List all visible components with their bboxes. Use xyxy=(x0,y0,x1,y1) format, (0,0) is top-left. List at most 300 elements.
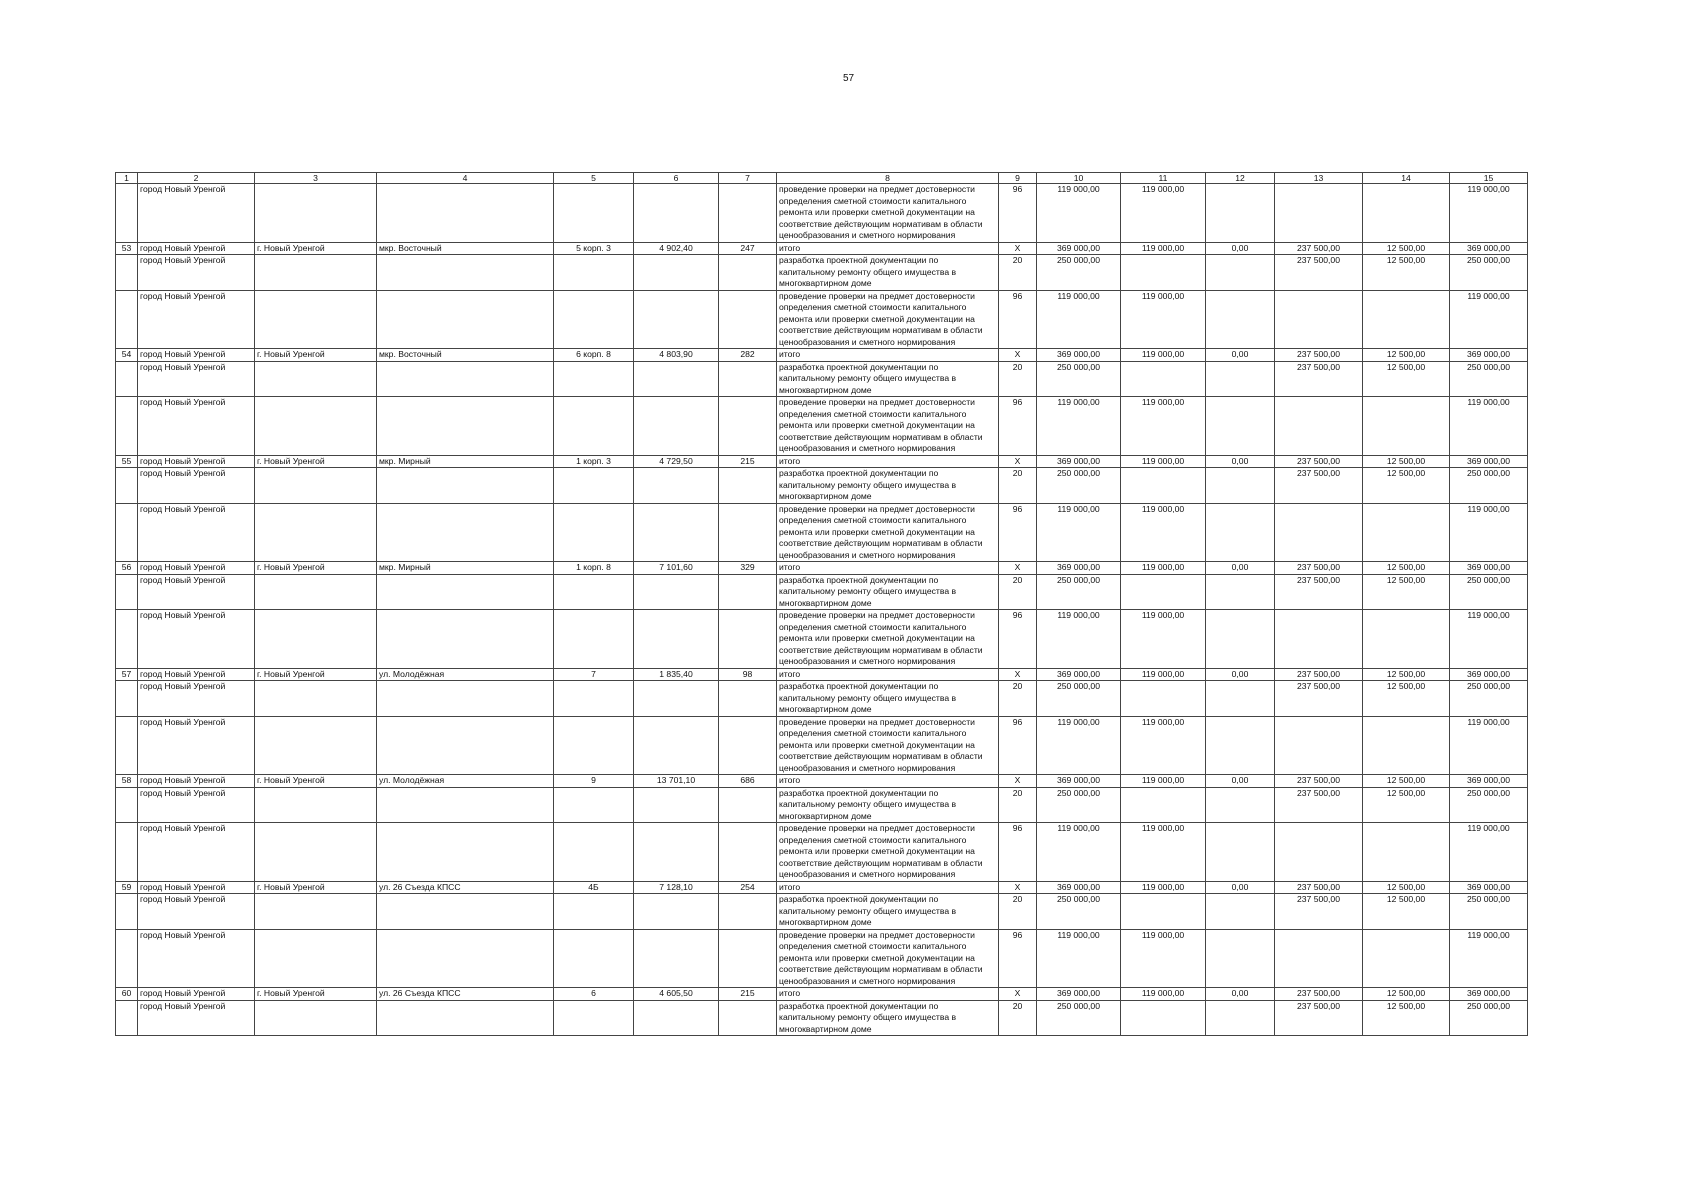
column-header-1: 1 xyxy=(116,173,138,184)
cell-col-7: 98 xyxy=(719,668,777,681)
column-header-7: 7 xyxy=(719,173,777,184)
cell-col-2: город Новый Уренгой xyxy=(138,397,255,456)
cell-col-10: 369 000,00 xyxy=(1037,668,1121,681)
cell-col-1 xyxy=(116,681,138,717)
cell-col-9: X xyxy=(999,242,1037,255)
cell-col-4: мкр. Восточный xyxy=(377,242,554,255)
cell-col-2: город Новый Уренгой xyxy=(138,610,255,669)
cell-col-15: 250 000,00 xyxy=(1450,255,1528,291)
cell-col-4: ул. 26 Съезда КПСС xyxy=(377,988,554,1001)
cell-col-1: 56 xyxy=(116,562,138,575)
cell-col-12 xyxy=(1206,184,1275,243)
cell-col-3 xyxy=(255,894,377,930)
cell-col-1 xyxy=(116,787,138,823)
cell-col-6: 4 729,50 xyxy=(634,455,719,468)
cell-col-3: г. Новый Уренгой xyxy=(255,988,377,1001)
cell-col-14 xyxy=(1363,503,1450,562)
cell-col-10: 119 000,00 xyxy=(1037,184,1121,243)
cell-col-2: город Новый Уренгой xyxy=(138,468,255,504)
cell-col-2: город Новый Уренгой xyxy=(138,1000,255,1036)
cell-col-6: 13 701,10 xyxy=(634,775,719,788)
cell-col-13 xyxy=(1275,397,1363,456)
cell-col-11: 119 000,00 xyxy=(1121,823,1206,882)
cell-col-1 xyxy=(116,290,138,349)
cell-col-5: 6 корп. 8 xyxy=(554,349,634,362)
cell-col-3 xyxy=(255,574,377,610)
cell-col-13: 237 500,00 xyxy=(1275,775,1363,788)
cell-col-9: X xyxy=(999,349,1037,362)
cell-col-7 xyxy=(719,823,777,882)
cell-col-15: 250 000,00 xyxy=(1450,361,1528,397)
cell-col-1: 60 xyxy=(116,988,138,1001)
cell-col-11: 119 000,00 xyxy=(1121,668,1206,681)
column-header-10: 10 xyxy=(1037,173,1121,184)
column-header-12: 12 xyxy=(1206,173,1275,184)
cell-col-12 xyxy=(1206,468,1275,504)
cell-col-11: 119 000,00 xyxy=(1121,929,1206,988)
cell-col-14: 12 500,00 xyxy=(1363,894,1450,930)
table-row xyxy=(116,775,1528,788)
cell-col-2: город Новый Уренгой xyxy=(138,823,255,882)
cell-col-12: 0,00 xyxy=(1206,455,1275,468)
cell-col-14: 12 500,00 xyxy=(1363,562,1450,575)
cell-col-9: 96 xyxy=(999,397,1037,456)
cell-col-13: 237 500,00 xyxy=(1275,255,1363,291)
cell-col-8: проведение проверки на предмет достоверности определения сметной стоимости капитального ремонта или проверки сметной документации на соответствие действующим нормативам в области ценообразования и сметного нормирования xyxy=(777,929,999,988)
cell-col-4 xyxy=(377,1000,554,1036)
cell-col-7: 686 xyxy=(719,775,777,788)
cell-col-14: 12 500,00 xyxy=(1363,349,1450,362)
cell-col-7 xyxy=(719,574,777,610)
cell-col-1 xyxy=(116,894,138,930)
cell-col-3: г. Новый Уренгой xyxy=(255,242,377,255)
cell-col-8: проведение проверки на предмет достоверности определения сметной стоимости капитального ремонта или проверки сметной документации на соответствие действующим нормативам в области ценообразования и сметного нормирования xyxy=(777,823,999,882)
cell-col-1 xyxy=(116,503,138,562)
cell-col-7 xyxy=(719,290,777,349)
cell-col-15: 119 000,00 xyxy=(1450,503,1528,562)
cell-col-1 xyxy=(116,610,138,669)
cell-col-6 xyxy=(634,397,719,456)
cell-col-6 xyxy=(634,290,719,349)
cell-col-2: город Новый Уренгой xyxy=(138,787,255,823)
cell-col-4: мкр. Мирный xyxy=(377,562,554,575)
cell-col-9: X xyxy=(999,775,1037,788)
cell-col-11: 119 000,00 xyxy=(1121,610,1206,669)
cell-col-15: 250 000,00 xyxy=(1450,574,1528,610)
cell-col-9: X xyxy=(999,668,1037,681)
cell-col-12: 0,00 xyxy=(1206,668,1275,681)
cell-col-13: 237 500,00 xyxy=(1275,881,1363,894)
cell-col-15: 369 000,00 xyxy=(1450,668,1528,681)
cell-col-3 xyxy=(255,1000,377,1036)
cell-col-12 xyxy=(1206,290,1275,349)
table-row xyxy=(116,290,1528,349)
cell-col-6 xyxy=(634,361,719,397)
cell-col-11: 119 000,00 xyxy=(1121,716,1206,775)
cell-col-14 xyxy=(1363,290,1450,349)
cell-col-14: 12 500,00 xyxy=(1363,787,1450,823)
cell-col-9: 20 xyxy=(999,681,1037,717)
cell-col-5 xyxy=(554,1000,634,1036)
cell-col-14: 12 500,00 xyxy=(1363,468,1450,504)
cell-col-11: 119 000,00 xyxy=(1121,290,1206,349)
cell-col-13: 237 500,00 xyxy=(1275,681,1363,717)
cell-col-3 xyxy=(255,610,377,669)
cell-col-13 xyxy=(1275,823,1363,882)
cell-col-14: 12 500,00 xyxy=(1363,361,1450,397)
column-header-6: 6 xyxy=(634,173,719,184)
cell-col-2: город Новый Уренгой xyxy=(138,255,255,291)
cell-col-15: 119 000,00 xyxy=(1450,184,1528,243)
cell-col-14: 12 500,00 xyxy=(1363,988,1450,1001)
cell-col-1: 57 xyxy=(116,668,138,681)
cell-col-10: 119 000,00 xyxy=(1037,823,1121,882)
cell-col-10: 250 000,00 xyxy=(1037,787,1121,823)
cell-col-9: X xyxy=(999,881,1037,894)
cell-col-6 xyxy=(634,823,719,882)
table-row xyxy=(116,255,1528,291)
cell-col-4: ул. Молодёжная xyxy=(377,775,554,788)
cell-col-2: город Новый Уренгой xyxy=(138,455,255,468)
cell-col-6 xyxy=(634,929,719,988)
cell-col-13: 237 500,00 xyxy=(1275,574,1363,610)
cell-col-13: 237 500,00 xyxy=(1275,455,1363,468)
cell-col-10: 369 000,00 xyxy=(1037,455,1121,468)
cell-col-10: 369 000,00 xyxy=(1037,881,1121,894)
table-row xyxy=(116,397,1528,456)
table-body xyxy=(116,184,1528,1036)
cell-col-12: 0,00 xyxy=(1206,562,1275,575)
cell-col-8: итого xyxy=(777,881,999,894)
cell-col-12 xyxy=(1206,894,1275,930)
cell-col-15: 369 000,00 xyxy=(1450,562,1528,575)
cell-col-13: 237 500,00 xyxy=(1275,668,1363,681)
cell-col-5 xyxy=(554,716,634,775)
cell-col-5 xyxy=(554,929,634,988)
cell-col-3 xyxy=(255,787,377,823)
table-row xyxy=(116,242,1528,255)
cell-col-8: итого xyxy=(777,455,999,468)
cell-col-15: 119 000,00 xyxy=(1450,610,1528,669)
cell-col-6 xyxy=(634,255,719,291)
cell-col-15: 119 000,00 xyxy=(1450,716,1528,775)
cell-col-5: 1 корп. 8 xyxy=(554,562,634,575)
cell-col-8: итого xyxy=(777,242,999,255)
cell-col-4 xyxy=(377,894,554,930)
cell-col-2: город Новый Уренгой xyxy=(138,881,255,894)
cell-col-9: 20 xyxy=(999,787,1037,823)
cell-col-8: разработка проектной документации по капитальному ремонту общего имущества в многоквартирном доме xyxy=(777,894,999,930)
cell-col-5: 7 xyxy=(554,668,634,681)
cell-col-12 xyxy=(1206,716,1275,775)
cell-col-5 xyxy=(554,397,634,456)
cell-col-9: 96 xyxy=(999,184,1037,243)
table-row xyxy=(116,681,1528,717)
cell-col-6 xyxy=(634,503,719,562)
cell-col-11 xyxy=(1121,787,1206,823)
cell-col-1 xyxy=(116,823,138,882)
cell-col-4 xyxy=(377,610,554,669)
cell-col-8: проведение проверки на предмет достоверности определения сметной стоимости капитального ремонта или проверки сметной документации на соответствие действующим нормативам в области ценообразования и сметного нормирования xyxy=(777,290,999,349)
cell-col-10: 369 000,00 xyxy=(1037,562,1121,575)
table-row xyxy=(116,894,1528,930)
cell-col-12: 0,00 xyxy=(1206,988,1275,1001)
cell-col-10: 119 000,00 xyxy=(1037,503,1121,562)
cell-col-15: 119 000,00 xyxy=(1450,823,1528,882)
cell-col-15: 119 000,00 xyxy=(1450,290,1528,349)
cell-col-8: проведение проверки на предмет достоверности определения сметной стоимости капитального ремонта или проверки сметной документации на соответствие действующим нормативам в области ценообразования и сметного нормирования xyxy=(777,610,999,669)
cell-col-6 xyxy=(634,681,719,717)
cell-col-11: 119 000,00 xyxy=(1121,881,1206,894)
cell-col-13 xyxy=(1275,503,1363,562)
table-row xyxy=(116,361,1528,397)
cell-col-1 xyxy=(116,716,138,775)
cell-col-9: X xyxy=(999,988,1037,1001)
cell-col-1: 53 xyxy=(116,242,138,255)
cell-col-5 xyxy=(554,468,634,504)
table-row xyxy=(116,988,1528,1001)
cell-col-14: 12 500,00 xyxy=(1363,1000,1450,1036)
cell-col-7 xyxy=(719,787,777,823)
cell-col-3 xyxy=(255,255,377,291)
page-number: 57 xyxy=(842,73,855,84)
table-row xyxy=(116,716,1528,775)
cell-col-3 xyxy=(255,716,377,775)
cell-col-12 xyxy=(1206,787,1275,823)
cell-col-3: г. Новый Уренгой xyxy=(255,775,377,788)
cell-col-15: 250 000,00 xyxy=(1450,1000,1528,1036)
table-row xyxy=(116,503,1528,562)
cell-col-8: итого xyxy=(777,562,999,575)
cell-col-10: 369 000,00 xyxy=(1037,775,1121,788)
cell-col-3: г. Новый Уренгой xyxy=(255,562,377,575)
cell-col-11: 119 000,00 xyxy=(1121,562,1206,575)
cell-col-8: проведение проверки на предмет достоверности определения сметной стоимости капитального ремонта или проверки сметной документации на соответствие действующим нормативам в области ценообразования и сметного нормирования xyxy=(777,716,999,775)
cell-col-12 xyxy=(1206,681,1275,717)
cell-col-11 xyxy=(1121,1000,1206,1036)
cell-col-11 xyxy=(1121,361,1206,397)
cell-col-7 xyxy=(719,610,777,669)
cell-col-8: проведение проверки на предмет достоверности определения сметной стоимости капитального ремонта или проверки сметной документации на соответствие действующим нормативам в области ценообразования и сметного нормирования xyxy=(777,184,999,243)
cell-col-5 xyxy=(554,290,634,349)
cell-col-14 xyxy=(1363,823,1450,882)
cell-col-6: 4 605,50 xyxy=(634,988,719,1001)
cell-col-3: г. Новый Уренгой xyxy=(255,881,377,894)
cell-col-2: город Новый Уренгой xyxy=(138,242,255,255)
cell-col-1 xyxy=(116,255,138,291)
cell-col-3: г. Новый Уренгой xyxy=(255,668,377,681)
cell-col-9: 20 xyxy=(999,255,1037,291)
table-row xyxy=(116,610,1528,669)
cell-col-14: 12 500,00 xyxy=(1363,881,1450,894)
cell-col-2: город Новый Уренгой xyxy=(138,775,255,788)
cell-col-14 xyxy=(1363,610,1450,669)
cell-col-14: 12 500,00 xyxy=(1363,255,1450,291)
cell-col-11 xyxy=(1121,468,1206,504)
cell-col-14 xyxy=(1363,716,1450,775)
cell-col-2: город Новый Уренгой xyxy=(138,681,255,717)
cell-col-12 xyxy=(1206,255,1275,291)
cell-col-3 xyxy=(255,681,377,717)
table-row xyxy=(116,823,1528,882)
cell-col-10: 369 000,00 xyxy=(1037,349,1121,362)
cell-col-4 xyxy=(377,468,554,504)
cell-col-9: 96 xyxy=(999,610,1037,669)
cell-col-5 xyxy=(554,503,634,562)
cell-col-10: 250 000,00 xyxy=(1037,681,1121,717)
cell-col-2: город Новый Уренгой xyxy=(138,894,255,930)
cell-col-10: 119 000,00 xyxy=(1037,929,1121,988)
cell-col-5: 5 корп. 3 xyxy=(554,242,634,255)
table-row xyxy=(116,881,1528,894)
cell-col-14: 12 500,00 xyxy=(1363,574,1450,610)
cell-col-8: итого xyxy=(777,775,999,788)
cell-col-11 xyxy=(1121,894,1206,930)
cell-col-10: 250 000,00 xyxy=(1037,468,1121,504)
cell-col-9: 20 xyxy=(999,361,1037,397)
cell-col-11: 119 000,00 xyxy=(1121,988,1206,1001)
cell-col-10: 119 000,00 xyxy=(1037,290,1121,349)
cell-col-1 xyxy=(116,929,138,988)
cell-col-10: 250 000,00 xyxy=(1037,361,1121,397)
cell-col-15: 369 000,00 xyxy=(1450,455,1528,468)
cell-col-15: 250 000,00 xyxy=(1450,468,1528,504)
cell-col-7: 215 xyxy=(719,455,777,468)
cell-col-13 xyxy=(1275,929,1363,988)
cell-col-1: 54 xyxy=(116,349,138,362)
table-row xyxy=(116,1000,1528,1036)
cell-col-12 xyxy=(1206,929,1275,988)
cell-col-8: итого xyxy=(777,349,999,362)
cell-col-13 xyxy=(1275,184,1363,243)
cell-col-5 xyxy=(554,184,634,243)
cell-col-2: город Новый Уренгой xyxy=(138,361,255,397)
column-header-13: 13 xyxy=(1275,173,1363,184)
cell-col-5 xyxy=(554,574,634,610)
cell-col-7: 329 xyxy=(719,562,777,575)
cell-col-2: город Новый Уренгой xyxy=(138,988,255,1001)
cell-col-2: город Новый Уренгой xyxy=(138,929,255,988)
cell-col-13: 237 500,00 xyxy=(1275,1000,1363,1036)
table-row xyxy=(116,574,1528,610)
cell-col-11 xyxy=(1121,681,1206,717)
cell-col-11 xyxy=(1121,255,1206,291)
cell-col-13: 237 500,00 xyxy=(1275,988,1363,1001)
cell-col-4: ул. 26 Съезда КПСС xyxy=(377,881,554,894)
cell-col-14: 12 500,00 xyxy=(1363,242,1450,255)
cell-col-6 xyxy=(634,716,719,775)
table-row xyxy=(116,668,1528,681)
cell-col-12 xyxy=(1206,574,1275,610)
cell-col-4 xyxy=(377,397,554,456)
header-row xyxy=(116,173,1528,184)
cell-col-7 xyxy=(719,184,777,243)
cell-col-4 xyxy=(377,255,554,291)
cell-col-9: X xyxy=(999,562,1037,575)
cell-col-6: 1 835,40 xyxy=(634,668,719,681)
cell-col-5: 9 xyxy=(554,775,634,788)
cell-col-13: 237 500,00 xyxy=(1275,242,1363,255)
cell-col-15: 250 000,00 xyxy=(1450,787,1528,823)
cell-col-5 xyxy=(554,894,634,930)
cell-col-3 xyxy=(255,397,377,456)
cell-col-6 xyxy=(634,468,719,504)
cell-col-11: 119 000,00 xyxy=(1121,503,1206,562)
cell-col-14 xyxy=(1363,184,1450,243)
cell-col-2: город Новый Уренгой xyxy=(138,562,255,575)
cell-col-3 xyxy=(255,361,377,397)
cell-col-7: 282 xyxy=(719,349,777,362)
cell-col-10: 250 000,00 xyxy=(1037,574,1121,610)
cell-col-7 xyxy=(719,361,777,397)
cell-col-12: 0,00 xyxy=(1206,775,1275,788)
cell-col-11 xyxy=(1121,574,1206,610)
cell-col-4: мкр. Мирный xyxy=(377,455,554,468)
cell-col-13: 237 500,00 xyxy=(1275,349,1363,362)
column-header-15: 15 xyxy=(1450,173,1528,184)
cell-col-10: 119 000,00 xyxy=(1037,610,1121,669)
table-row xyxy=(116,929,1528,988)
cell-col-5 xyxy=(554,610,634,669)
cell-col-11: 119 000,00 xyxy=(1121,455,1206,468)
cell-col-1: 59 xyxy=(116,881,138,894)
cell-col-4 xyxy=(377,823,554,882)
cell-col-6 xyxy=(634,184,719,243)
cell-col-9: 96 xyxy=(999,929,1037,988)
cell-col-8: проведение проверки на предмет достоверности определения сметной стоимости капитального ремонта или проверки сметной документации на соответствие действующим нормативам в области ценообразования и сметного нормирования xyxy=(777,503,999,562)
cell-col-14 xyxy=(1363,397,1450,456)
cell-col-3: г. Новый Уренгой xyxy=(255,349,377,362)
cell-col-15: 369 000,00 xyxy=(1450,988,1528,1001)
table-row xyxy=(116,787,1528,823)
cell-col-12 xyxy=(1206,503,1275,562)
cell-col-1: 58 xyxy=(116,775,138,788)
cell-col-7: 247 xyxy=(719,242,777,255)
cell-col-14: 12 500,00 xyxy=(1363,681,1450,717)
cell-col-15: 369 000,00 xyxy=(1450,242,1528,255)
cell-col-4 xyxy=(377,681,554,717)
cell-col-8: итого xyxy=(777,668,999,681)
cell-col-14 xyxy=(1363,929,1450,988)
cell-col-10: 119 000,00 xyxy=(1037,716,1121,775)
cell-col-7 xyxy=(719,503,777,562)
cell-col-7 xyxy=(719,894,777,930)
table-row xyxy=(116,562,1528,575)
cell-col-13 xyxy=(1275,610,1363,669)
cell-col-13: 237 500,00 xyxy=(1275,894,1363,930)
cell-col-3 xyxy=(255,929,377,988)
cell-col-1 xyxy=(116,184,138,243)
cell-col-7 xyxy=(719,255,777,291)
cell-col-1: 55 xyxy=(116,455,138,468)
cell-col-8: итого xyxy=(777,988,999,1001)
cell-col-10: 369 000,00 xyxy=(1037,242,1121,255)
cell-col-6: 7 101,60 xyxy=(634,562,719,575)
table-row xyxy=(116,455,1528,468)
table-row xyxy=(116,468,1528,504)
cell-col-3: г. Новый Уренгой xyxy=(255,455,377,468)
cell-col-14: 12 500,00 xyxy=(1363,775,1450,788)
cell-col-6: 4 902,40 xyxy=(634,242,719,255)
cell-col-15: 369 000,00 xyxy=(1450,881,1528,894)
cell-col-1 xyxy=(116,468,138,504)
cell-col-4 xyxy=(377,503,554,562)
cell-col-7: 215 xyxy=(719,988,777,1001)
cell-col-2: город Новый Уренгой xyxy=(138,290,255,349)
cell-col-12: 0,00 xyxy=(1206,349,1275,362)
cell-col-6: 4 803,90 xyxy=(634,349,719,362)
cell-col-4: ул. Молодёжная xyxy=(377,668,554,681)
